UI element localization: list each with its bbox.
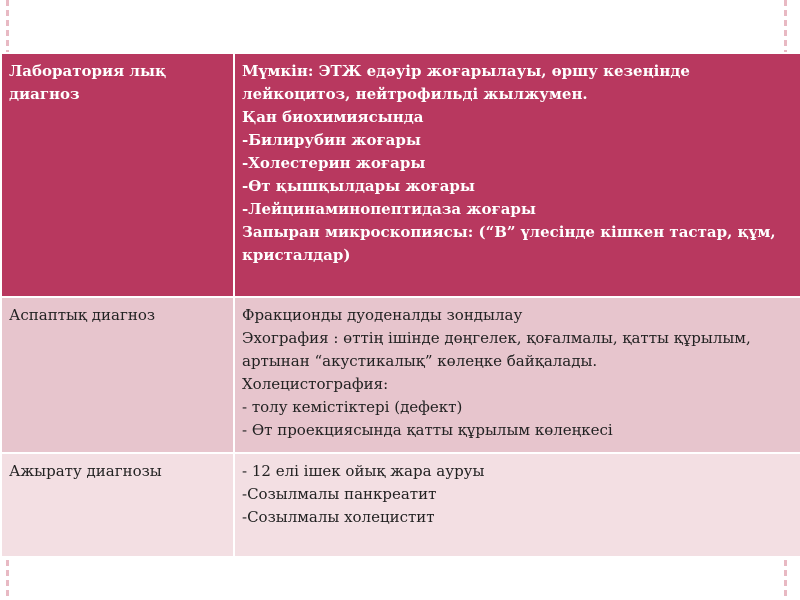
row-label-laboratory: Лаборатория лық диагноз xyxy=(1,53,234,297)
decorative-rule-right-bottom xyxy=(784,560,787,600)
row-content-laboratory xyxy=(234,53,800,297)
row-content-differential xyxy=(234,453,800,557)
content-line: -Холестерин жоғары xyxy=(242,154,426,172)
content-line: Запыран микроскопиясы: (“В” үлесінде кішкен тастар, құм, кристалдар) xyxy=(242,223,776,264)
content-line: - толу кемістіктері (дефект) xyxy=(242,398,463,416)
table-row-laboratory xyxy=(1,53,800,297)
content-line: Эхография : өттің ішінде дөңгелек, қоғалмалы, қатты құрылым, артынан “акустикалық” көлеңке байқалады. xyxy=(242,329,751,370)
decorative-rule-left-bottom xyxy=(6,560,9,600)
row-label-differential: Ажырату диагнозы xyxy=(1,453,234,557)
content-line: - Өт проекциясында қатты құрылым көлеңкесі xyxy=(242,421,613,439)
table-row-instrumental xyxy=(1,297,800,453)
row-label-instrumental: Аспаптық диагноз xyxy=(1,297,234,453)
row-content-instrumental xyxy=(234,297,800,453)
content-line: -Лейцинаминопептидаза жоғары xyxy=(242,200,536,218)
content-line: -Билирубин жоғары xyxy=(242,131,421,149)
content-line: - 12 елі ішек ойық жара ауруы xyxy=(242,462,485,480)
decorative-rule-left-top xyxy=(6,0,9,52)
content-line: Фракционды дуоденалды зондылау xyxy=(242,306,523,324)
table-row-differential xyxy=(1,453,800,557)
content-line: -Созылмалы панкреатит xyxy=(242,485,437,503)
content-line: Холецистография: xyxy=(242,375,389,393)
content-line: Қан биохимиясында xyxy=(242,108,424,126)
content-line: -Өт қышқылдары жоғары xyxy=(242,177,475,195)
content-line: -Созылмалы холецистит xyxy=(242,508,435,526)
decorative-rule-right-top xyxy=(784,0,787,52)
diagnosis-table xyxy=(0,52,800,558)
content-line: Мүмкін: ЭТЖ едәуір жоғарылауы, өршу кезеңінде лейкоцитоз, нейтрофильді жылжумен. xyxy=(242,62,690,103)
